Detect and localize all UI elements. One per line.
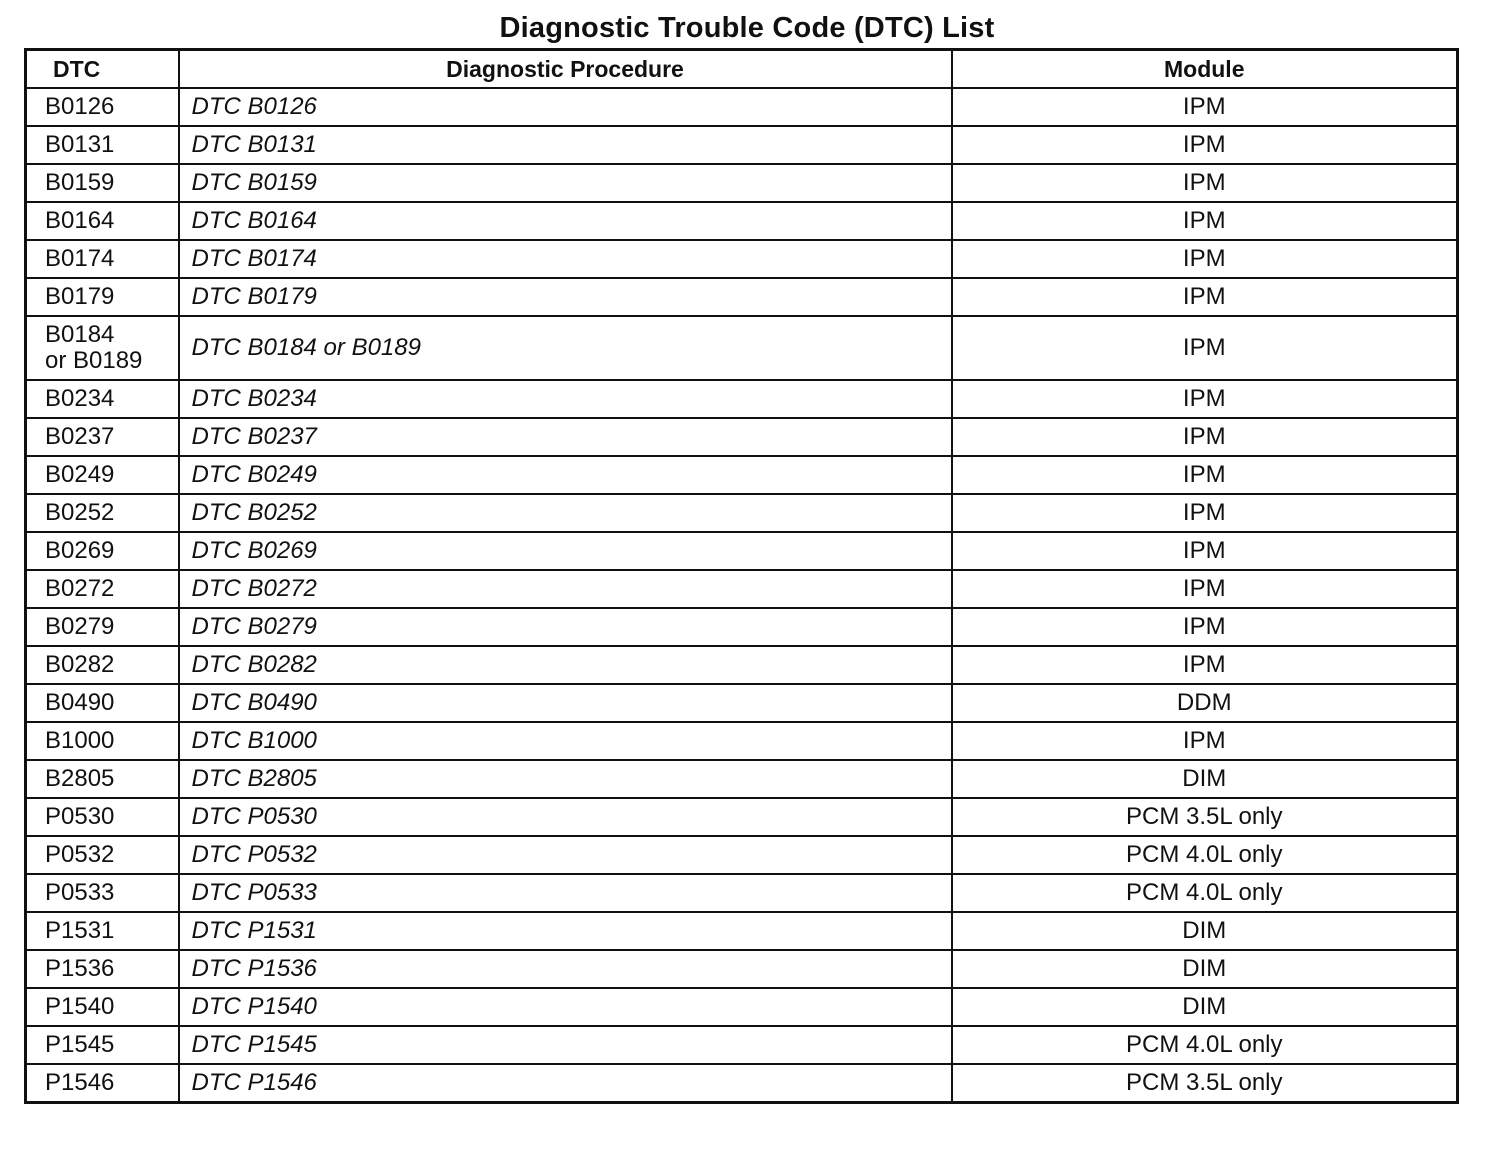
page-title: Diagnostic Trouble Code (DTC) List [499, 12, 995, 44]
procedure-cell: DTC P1540 [179, 988, 952, 1026]
table-row [26, 836, 1458, 874]
module-cell: IPM [952, 418, 1458, 456]
table-row [26, 646, 1458, 684]
module-cell: IPM [952, 532, 1458, 570]
module-cell: IPM [952, 608, 1458, 646]
procedure-cell: DTC P1546 [179, 1064, 952, 1103]
module-cell: PCM 4.0L only [952, 874, 1458, 912]
table-row [26, 240, 1458, 278]
table-row [26, 126, 1458, 164]
procedure-cell: DTC B0126 [179, 88, 952, 126]
table-row [26, 494, 1458, 532]
module-cell: PCM 4.0L only [952, 1026, 1458, 1064]
column-header-dtc: DTC [26, 50, 179, 89]
table-row [26, 760, 1458, 798]
dtc-code-cell: P1531 [26, 912, 179, 950]
table-header-row [26, 50, 1458, 89]
module-cell: IPM [952, 126, 1458, 164]
dtc-code-cell: P1536 [26, 950, 179, 988]
procedure-cell: DTC B0272 [179, 570, 952, 608]
procedure-cell: DTC B0159 [179, 164, 952, 202]
table-row [26, 164, 1458, 202]
module-cell: DDM [952, 684, 1458, 722]
table-row [26, 912, 1458, 950]
procedure-cell: DTC B0237 [179, 418, 952, 456]
table-row [26, 608, 1458, 646]
dtc-code-cell: B0249 [26, 456, 179, 494]
dtc-code-cell: P1546 [26, 1064, 179, 1103]
procedure-cell: DTC B0179 [179, 278, 952, 316]
procedure-cell: DTC P1536 [179, 950, 952, 988]
module-cell: IPM [952, 240, 1458, 278]
table-row [26, 798, 1458, 836]
procedure-cell: DTC B0164 [179, 202, 952, 240]
module-cell: IPM [952, 456, 1458, 494]
module-cell: IPM [952, 494, 1458, 532]
dtc-code-cell: B0490 [26, 684, 179, 722]
procedure-cell: DTC P0532 [179, 836, 952, 874]
table-row [26, 950, 1458, 988]
procedure-cell: DTC B0184 or B0189 [179, 316, 952, 380]
module-cell: IPM [952, 88, 1458, 126]
procedure-cell: DTC B0234 [179, 380, 952, 418]
module-cell: IPM [952, 202, 1458, 240]
dtc-code-cell: B0131 [26, 126, 179, 164]
dtc-code-cell: P0533 [26, 874, 179, 912]
module-cell: IPM [952, 646, 1458, 684]
table-row [26, 570, 1458, 608]
dtc-code-cell: B0164 [26, 202, 179, 240]
procedure-cell: DTC P1531 [179, 912, 952, 950]
module-cell: IPM [952, 278, 1458, 316]
dtc-code-cell: B0272 [26, 570, 179, 608]
dtc-code-cell: P0532 [26, 836, 179, 874]
dtc-code-cell: B0269 [26, 532, 179, 570]
table-row [26, 316, 1458, 380]
module-cell: IPM [952, 722, 1458, 760]
module-cell: PCM 4.0L only [952, 836, 1458, 874]
module-cell: IPM [952, 164, 1458, 202]
procedure-cell: DTC B0282 [179, 646, 952, 684]
dtc-code-cell: B0234 [26, 380, 179, 418]
dtc-code-line2: or B0189 [45, 347, 143, 374]
dtc-code-cell: B0237 [26, 418, 179, 456]
procedure-cell: DTC P1545 [179, 1026, 952, 1064]
table-row [26, 418, 1458, 456]
procedure-cell: DTC B0490 [179, 684, 952, 722]
dtc-code-cell [26, 316, 179, 380]
table-row [26, 532, 1458, 570]
table-row [26, 380, 1458, 418]
dtc-code-cell: P1545 [26, 1026, 179, 1064]
table-row [26, 1026, 1458, 1064]
procedure-cell: DTC B0174 [179, 240, 952, 278]
dtc-code-cell: B0126 [26, 88, 179, 126]
procedure-cell: DTC B0279 [179, 608, 952, 646]
module-cell: DIM [952, 950, 1458, 988]
dtc-code-cell: B0179 [26, 278, 179, 316]
column-header-procedure: Diagnostic Procedure [179, 50, 952, 89]
dtc-code-cell: P1540 [26, 988, 179, 1026]
table-row [26, 202, 1458, 240]
table-row [26, 684, 1458, 722]
dtc-code-cell: B0159 [26, 164, 179, 202]
procedure-cell: DTC B2805 [179, 760, 952, 798]
table-row [26, 1064, 1458, 1103]
dtc-code-cell: B2805 [26, 760, 179, 798]
procedure-cell: DTC B0249 [179, 456, 952, 494]
module-cell: IPM [952, 380, 1458, 418]
dtc-code-cell: B0282 [26, 646, 179, 684]
table-row [26, 456, 1458, 494]
module-cell: PCM 3.5L only [952, 1064, 1458, 1103]
table-row [26, 988, 1458, 1026]
column-header-module: Module [952, 50, 1458, 89]
module-cell: DIM [952, 912, 1458, 950]
procedure-cell: DTC P0530 [179, 798, 952, 836]
module-cell: DIM [952, 988, 1458, 1026]
module-cell: PCM 3.5L only [952, 798, 1458, 836]
dtc-table [24, 48, 1459, 1104]
procedure-cell: DTC B1000 [179, 722, 952, 760]
module-cell: IPM [952, 570, 1458, 608]
dtc-code-cell: B0252 [26, 494, 179, 532]
dtc-code-line1: B0184 [45, 321, 115, 348]
dtc-code-cell: B0174 [26, 240, 179, 278]
procedure-cell: DTC P0533 [179, 874, 952, 912]
table-row [26, 722, 1458, 760]
procedure-cell: DTC B0252 [179, 494, 952, 532]
procedure-cell: DTC B0131 [179, 126, 952, 164]
module-cell: DIM [952, 760, 1458, 798]
table-row [26, 874, 1458, 912]
module-cell: IPM [952, 316, 1458, 380]
procedure-cell: DTC B0269 [179, 532, 952, 570]
dtc-code-cell: B0279 [26, 608, 179, 646]
dtc-code-cell: B1000 [26, 722, 179, 760]
table-row [26, 278, 1458, 316]
table-row [26, 88, 1458, 126]
dtc-code-cell: P0530 [26, 798, 179, 836]
